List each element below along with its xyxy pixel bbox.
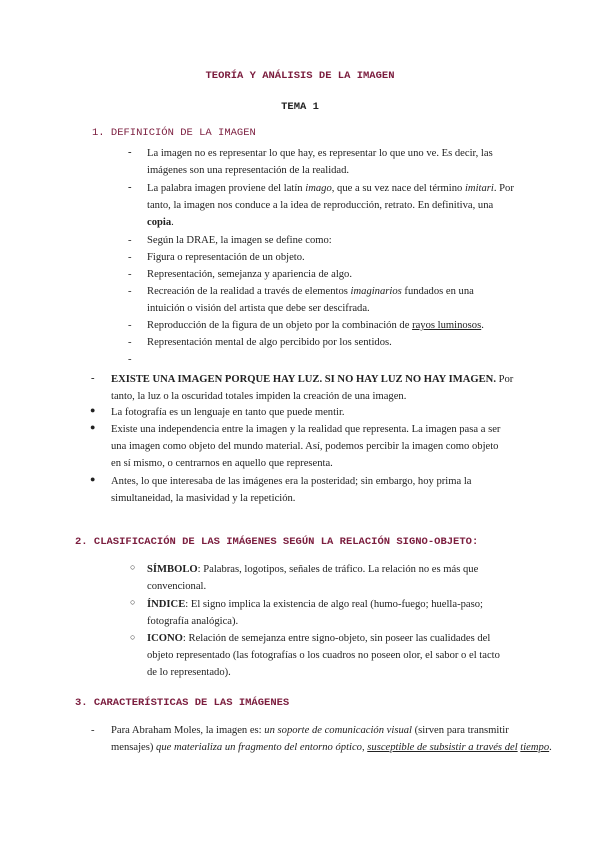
circle-bullet-icon: ○ xyxy=(130,562,136,572)
paragraph: La fotografía es un lenguaje en tanto que puede mentir. xyxy=(111,407,345,418)
dash-bullet: - xyxy=(128,337,132,348)
dash-bullet: - xyxy=(91,373,95,384)
dash-bullet: - xyxy=(128,286,132,297)
bullet-dot-icon: ● xyxy=(90,422,96,432)
list-item: Recreación de la realidad a través de elementos imaginarios fundados en una intuición o visión del artista que debe ser descifrada. xyxy=(147,286,474,314)
document-title: TEORÍA Y ANÁLISIS DE LA IMAGEN xyxy=(205,70,395,82)
dash-bullet: - xyxy=(128,320,132,331)
paragraph: EXISTE UNA IMAGEN PORQUE HAY LUZ. SI NO HAY LUZ NO HAY IMAGEN. Por tanto, la luz o la oscuridad totales impiden la creación de una imagen. xyxy=(111,374,514,402)
list-item: La palabra imagen proviene del latín imago, que a su vez nace del término imitari. Por tanto, la imagen nos conduce a la idea de reproducción, retrato. En definitiva, una copia. xyxy=(147,183,514,228)
paragraph: Antes, lo que interesaba de las imágenes era la posteridad; sin embargo, hoy prima la simultaneidad, la masividad y la repetición. xyxy=(111,476,472,504)
list-item: Figura o representación de un objeto. xyxy=(147,252,305,263)
list-item: Representación mental de algo percibido por los sentidos. xyxy=(147,337,392,348)
paragraph: Existe una independencia entre la imagen y la realidad que representa. La imagen pasa a ser una imagen como objeto del mundo material. Así, podemos percibir la imagen como objeto en sí mismo, o centrarnos en aquello que representa. xyxy=(111,424,501,469)
dash-bullet: - xyxy=(128,235,132,246)
paragraph: Para Abraham Moles, la imagen es: un soporte de comunicación visual (sirven para transmitir mensajes) que materializa un fragmento del entorno óptico, susceptible de subsistir a través del tiempo. xyxy=(111,725,552,753)
dash-bullet: - xyxy=(128,182,132,193)
section-3-heading: 3. CARACTERÍSTICAS DE LAS IMÁGENES xyxy=(75,697,290,709)
dash-bullet: - xyxy=(128,147,132,158)
list-item: Representación, semejanza y apariencia de algo. xyxy=(147,269,353,280)
list-item: ICONO: Relación de semejanza entre signo-objeto, sin poseer las cualidades del objeto representado (las fotografías o los cuadros no poseen olor, el sabor o el tacto de lo representado). xyxy=(147,633,500,678)
circle-bullet-icon: ○ xyxy=(130,597,136,607)
list-item: SÍMBOLO: Palabras, logotipos, señales de tráfico. La relación no es más que convencional. xyxy=(147,564,479,592)
section-2-heading: 2. CLASIFICACIÓN DE LAS IMÁGENES SEGÚN LA RELACIÓN SIGNO-OBJETO: xyxy=(75,536,479,548)
circle-bullet-icon: ○ xyxy=(130,632,136,642)
list-item: ÍNDICE: El signo implica la existencia de algo real (humo-fuego; huella-paso; fotografía analógica). xyxy=(147,599,483,627)
list-item: Reproducción de la figura de un objeto por la combinación de rayos luminosos. xyxy=(147,320,484,331)
bullet-dot-icon: ● xyxy=(90,405,96,415)
dash-bullet: - xyxy=(128,252,132,263)
dash-bullet: - xyxy=(128,269,132,280)
list-item: La imagen no es representar lo que hay, es representar lo que uno ve. Es decir, las imágenes son una representación de la realidad. xyxy=(147,148,493,176)
dash-bullet: - xyxy=(128,354,132,365)
dash-bullet: - xyxy=(91,725,95,736)
document-subtitle: TEMA 1 xyxy=(281,101,319,113)
section-1-heading: 1. DEFINICIÓN DE LA IMAGEN xyxy=(92,127,256,139)
list-item: Según la DRAE, la imagen se define como: xyxy=(147,235,332,246)
bullet-dot-icon: ● xyxy=(90,474,96,484)
